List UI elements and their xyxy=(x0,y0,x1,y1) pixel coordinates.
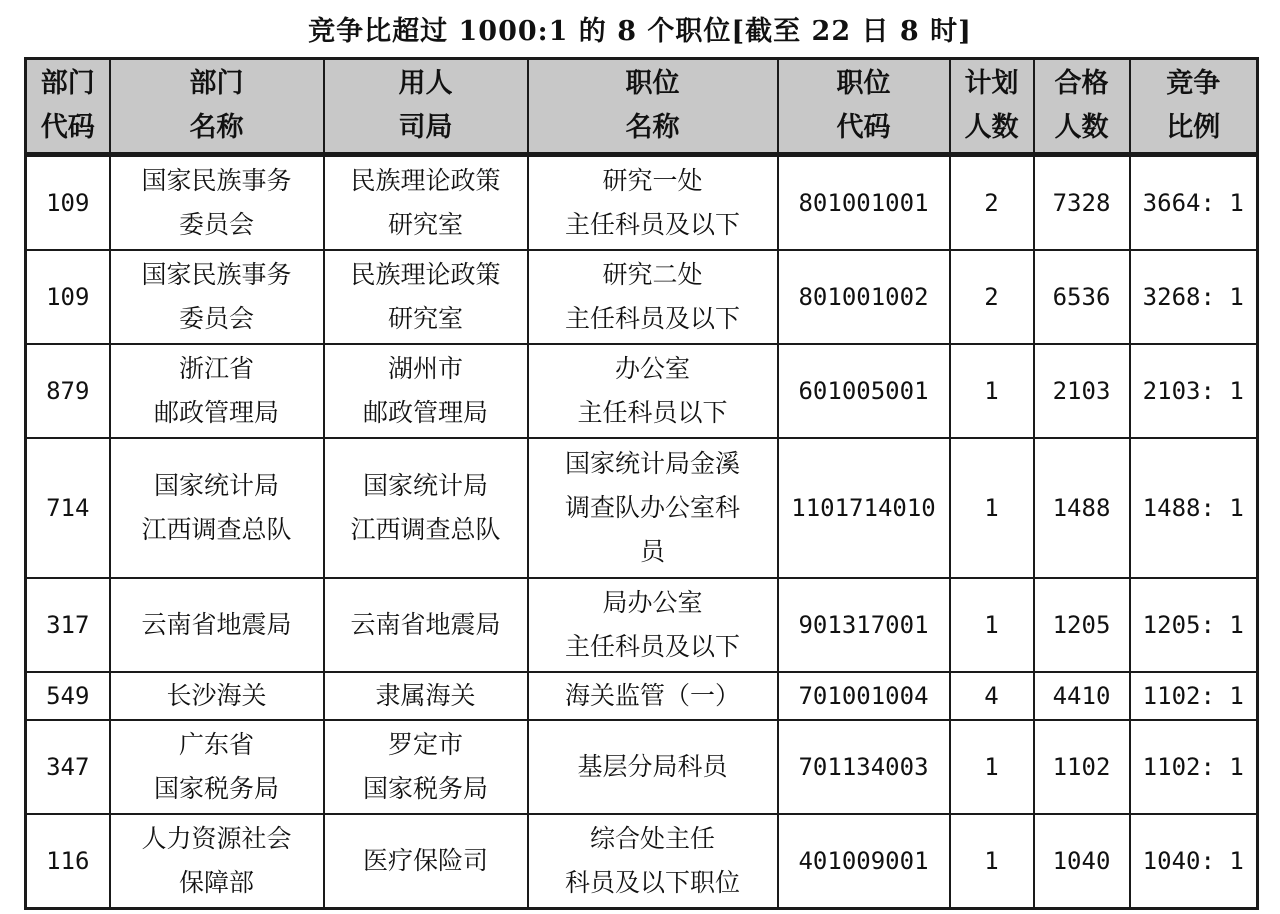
cell-planned: 1 xyxy=(950,438,1034,578)
cell-dept-code: 109 xyxy=(26,155,110,251)
cell-bureau xyxy=(324,720,528,814)
cell-bureau-line: 国家统计局 xyxy=(362,471,488,500)
cell-planned: 1 xyxy=(950,720,1034,814)
cell-position-name-line: 基层分局科员 xyxy=(577,752,728,781)
cell-bureau xyxy=(324,814,528,909)
cell-dept-name-line: 委员会 xyxy=(178,210,254,239)
cell-dept-code: 347 xyxy=(26,720,110,814)
cell-position-name-line: 主任科员以下 xyxy=(577,398,728,427)
header-bureau: 用人 司局 xyxy=(324,59,528,155)
cell-position-name-line: 主任科员及以下 xyxy=(564,210,740,239)
cell-position-name xyxy=(528,438,778,578)
header-planned: 计划 人数 xyxy=(950,59,1034,155)
cell-bureau-line: 国家税务局 xyxy=(362,774,488,803)
cell-dept-name xyxy=(110,344,324,438)
cell-position-name-line: 员 xyxy=(639,537,665,566)
header-row xyxy=(26,59,1258,155)
cell-position-name xyxy=(528,344,778,438)
cell-qualified: 1488 xyxy=(1034,438,1130,578)
cell-bureau-line: 隶属海关 xyxy=(375,681,476,710)
cell-dept-code: 317 xyxy=(26,578,110,672)
cell-planned: 1 xyxy=(950,344,1034,438)
cell-dept-name-line: 国家税务局 xyxy=(153,774,279,803)
cell-ratio: 1102: 1 xyxy=(1130,720,1258,814)
cell-bureau-line: 民族理论政策 xyxy=(350,166,501,195)
cell-ratio: 1040: 1 xyxy=(1130,814,1258,909)
cell-dept-name-line: 江西调查总队 xyxy=(141,515,292,544)
header-dept-code: 部门 代码 xyxy=(26,59,110,155)
cell-position-name xyxy=(528,672,778,720)
cell-bureau-line: 云南省地震局 xyxy=(350,610,501,639)
cell-ratio: 1102: 1 xyxy=(1130,672,1258,720)
cell-position-name-line: 主任科员及以下 xyxy=(564,632,740,661)
cell-position-name-line: 调查队办公室科 xyxy=(564,493,740,522)
cell-qualified: 1040 xyxy=(1034,814,1130,909)
cell-bureau xyxy=(324,250,528,344)
cell-dept-name xyxy=(110,578,324,672)
cell-planned: 4 xyxy=(950,672,1034,720)
table-row xyxy=(26,578,1258,672)
cell-position-name-line: 海关监管（一） xyxy=(564,681,740,710)
header-qualified: 合格 人数 xyxy=(1034,59,1130,155)
cell-dept-name xyxy=(110,720,324,814)
cell-qualified: 1102 xyxy=(1034,720,1130,814)
cell-dept-code: 714 xyxy=(26,438,110,578)
table-row xyxy=(26,814,1258,909)
table-row xyxy=(26,438,1258,578)
header-position-name: 职位 名称 xyxy=(528,59,778,155)
cell-position-code: 701134003 xyxy=(778,720,950,814)
cell-bureau-line: 医疗保险司 xyxy=(362,846,488,875)
cell-dept-name-line: 长沙海关 xyxy=(166,681,267,710)
cell-planned: 2 xyxy=(950,155,1034,251)
table-row xyxy=(26,344,1258,438)
cell-qualified: 4410 xyxy=(1034,672,1130,720)
cell-dept-name-line: 云南省地震局 xyxy=(141,610,292,639)
cell-position-name-line: 办公室 xyxy=(614,354,690,383)
cell-position-name-line: 研究二处 xyxy=(602,260,703,289)
cell-position-name-line: 国家统计局金溪 xyxy=(564,449,740,478)
header-ratio: 竞争 比例 xyxy=(1130,59,1258,155)
table-row xyxy=(26,250,1258,344)
cell-bureau-line: 湖州市 xyxy=(387,354,463,383)
cell-position-name xyxy=(528,814,778,909)
cell-position-code: 1101714010 xyxy=(778,438,950,578)
cell-position-name-line: 局办公室 xyxy=(602,588,703,617)
cell-dept-name xyxy=(110,155,324,251)
positions-table xyxy=(24,57,1259,910)
cell-ratio: 3268: 1 xyxy=(1130,250,1258,344)
cell-dept-code: 109 xyxy=(26,250,110,344)
table-row xyxy=(26,155,1258,251)
cell-ratio: 3664: 1 xyxy=(1130,155,1258,251)
cell-bureau xyxy=(324,672,528,720)
cell-bureau-line: 江西调查总队 xyxy=(350,515,501,544)
cell-qualified: 6536 xyxy=(1034,250,1130,344)
cell-dept-code: 116 xyxy=(26,814,110,909)
cell-qualified: 2103 xyxy=(1034,344,1130,438)
cell-position-code: 801001001 xyxy=(778,155,950,251)
cell-position-name xyxy=(528,250,778,344)
cell-dept-name-line: 国家民族事务 xyxy=(141,166,292,195)
header-position-code: 职位 代码 xyxy=(778,59,950,155)
cell-dept-name-line: 国家统计局 xyxy=(153,471,279,500)
cell-position-code: 901317001 xyxy=(778,578,950,672)
cell-dept-name-line: 人力资源社会 xyxy=(141,824,292,853)
cell-planned: 2 xyxy=(950,250,1034,344)
cell-bureau-line: 民族理论政策 xyxy=(350,260,501,289)
cell-dept-name xyxy=(110,814,324,909)
cell-bureau xyxy=(324,344,528,438)
cell-bureau-line: 研究室 xyxy=(387,210,463,239)
cell-dept-name-line: 浙江省 xyxy=(178,354,254,383)
cell-dept-name-line: 委员会 xyxy=(178,304,254,333)
cell-position-name-line: 综合处主任 xyxy=(589,824,715,853)
table-title: 竞争比超过 1000:1 的 8 个职位[截至 22 日 8 时] xyxy=(308,16,972,47)
cell-qualified: 7328 xyxy=(1034,155,1130,251)
table-row xyxy=(26,720,1258,814)
cell-bureau-line: 邮政管理局 xyxy=(362,398,488,427)
cell-ratio: 2103: 1 xyxy=(1130,344,1258,438)
cell-bureau xyxy=(324,438,528,578)
cell-planned: 1 xyxy=(950,578,1034,672)
cell-position-code: 401009001 xyxy=(778,814,950,909)
cell-dept-name-line: 邮政管理局 xyxy=(153,398,279,427)
cell-dept-code: 879 xyxy=(26,344,110,438)
cell-position-name xyxy=(528,155,778,251)
cell-position-name-line: 主任科员及以下 xyxy=(564,304,740,333)
cell-position-code: 601005001 xyxy=(778,344,950,438)
cell-position-name xyxy=(528,720,778,814)
cell-bureau-line: 研究室 xyxy=(387,304,463,333)
cell-ratio: 1205: 1 xyxy=(1130,578,1258,672)
cell-bureau-line: 罗定市 xyxy=(387,730,463,759)
cell-dept-name xyxy=(110,250,324,344)
cell-position-name-line: 科员及以下职位 xyxy=(564,868,740,897)
cell-bureau xyxy=(324,155,528,251)
cell-position-code: 701001004 xyxy=(778,672,950,720)
table-row xyxy=(26,672,1258,720)
cell-position-name-line: 研究一处 xyxy=(602,166,703,195)
cell-bureau xyxy=(324,578,528,672)
cell-ratio: 1488: 1 xyxy=(1130,438,1258,578)
cell-position-name xyxy=(528,578,778,672)
cell-qualified: 1205 xyxy=(1034,578,1130,672)
cell-position-code: 801001002 xyxy=(778,250,950,344)
header-dept-name: 部门 名称 xyxy=(110,59,324,155)
table-body xyxy=(26,155,1258,909)
cell-dept-name xyxy=(110,438,324,578)
cell-dept-name-line: 广东省 xyxy=(178,730,254,759)
cell-planned: 1 xyxy=(950,814,1034,909)
cell-dept-code: 549 xyxy=(26,672,110,720)
cell-dept-name-line: 保障部 xyxy=(178,868,254,897)
cell-dept-name-line: 国家民族事务 xyxy=(141,260,292,289)
cell-dept-name xyxy=(110,672,324,720)
